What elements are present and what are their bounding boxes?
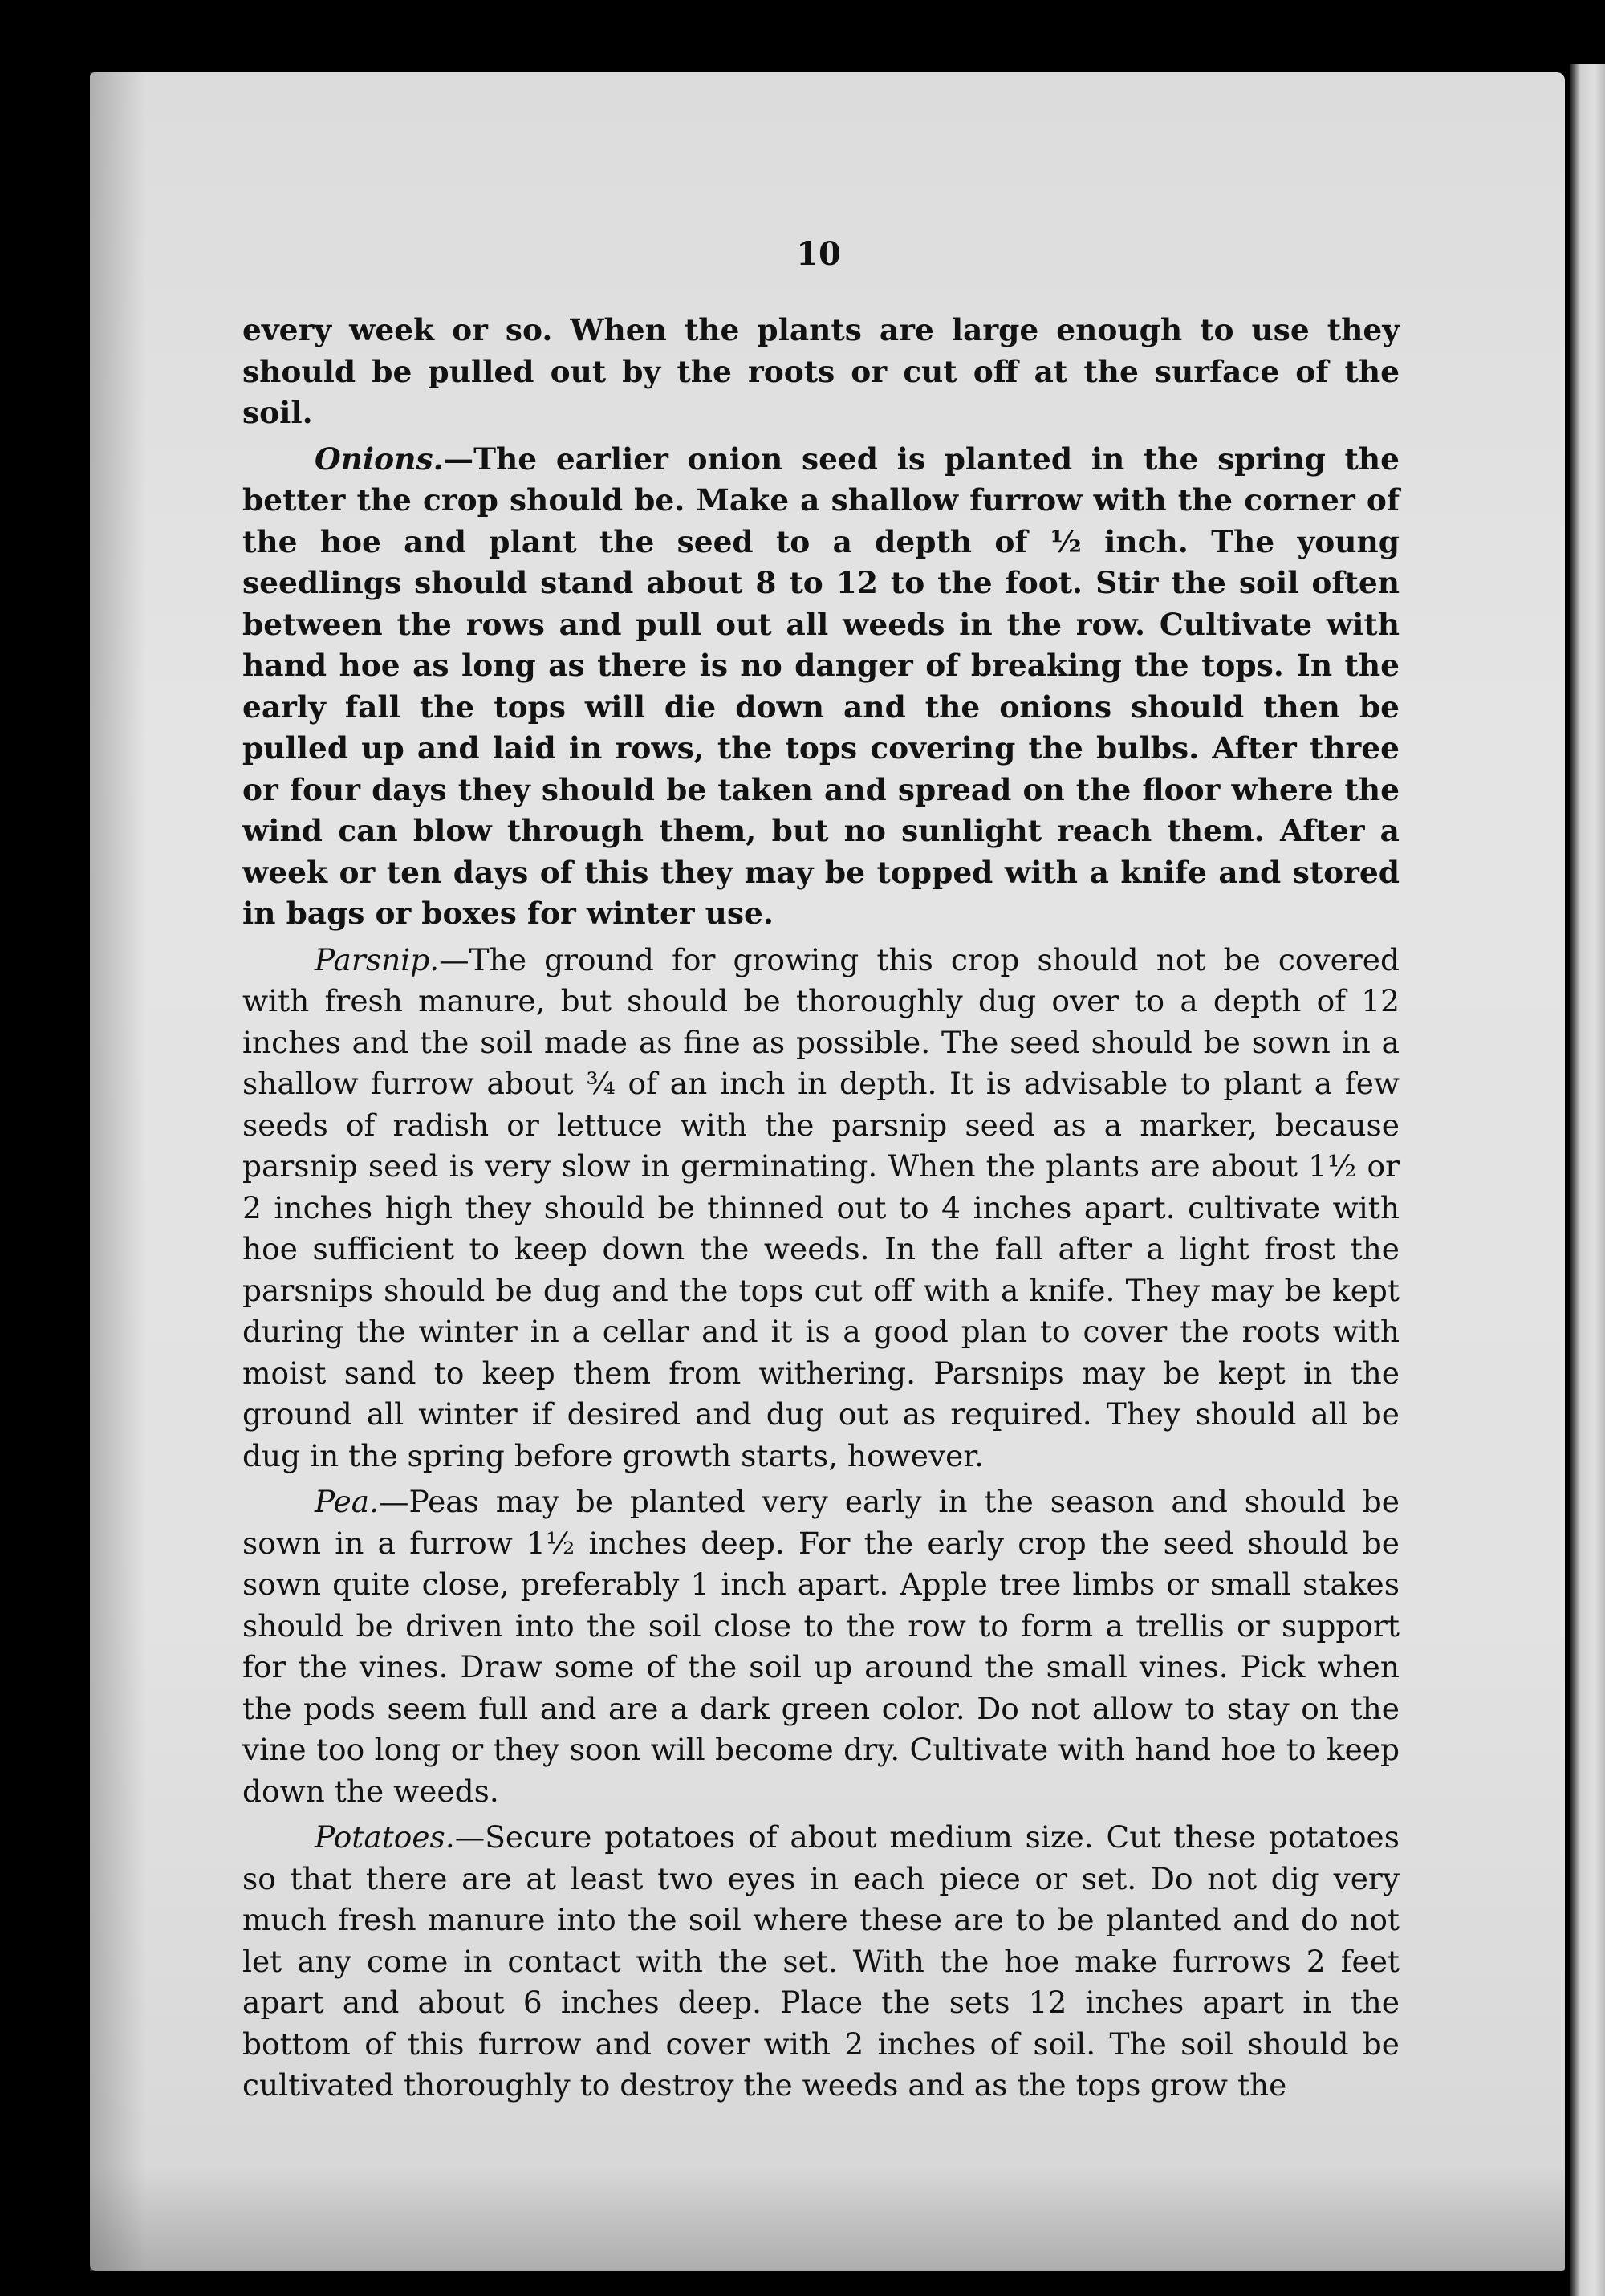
page-bottom-shadow	[90, 2167, 1565, 2271]
paragraph-text: every week or so. When the plants are large enough to use they should be pulled out by the roots or cut off at the surface of the soil.	[242, 312, 1400, 430]
section-heading: Onions.	[315, 441, 444, 477]
page-edge-shadow	[90, 72, 146, 2271]
section-heading: Parsnip.	[315, 941, 440, 977]
paragraph-potatoes	[242, 1817, 1400, 2107]
page-number: 10	[796, 235, 841, 273]
body-text	[242, 310, 1400, 2111]
paragraph-text: —Peas may be planted very early in the season and should be sown in a furrow 1½ inches deep. For the early crop the seed should be sown quite close, preferably 1 inch apart. Apple tree limbs or small stakes should be driven into the soil close to the row to form a trellis or support for the vines. Draw some of the soil up around the small vines. Pick when the pods seem full and are a dark green color. Do not allow to stay on the vine too long or they soon will become dry. Cultivate with hand hoe to keep down the weeds.	[242, 1484, 1400, 1809]
paragraph-text: —The ground for growing this crop should not be covered with fresh manure, but should be thoroughly dug over to a depth of 12 inches and the soil made as fine as possible. The seed should be sown in a shallow furrow about ¾ of an inch in depth. It is advisable to plant a few seeds of radish or lettuce with the parsnip seed as a marker, because parsnip seed is very slow in germinating. When the plants are about 1½ or 2 inches high they should be thinned out to 4 inches apart. cultivate with hoe sufficient to keep down the weeds. In the fall after a light frost the parsnips should be dug and the tops cut off with a knife. They may be kept during the winter in a cellar and it is a good plan to cover the roots with moist sand to keep them from withering. Parsnips may be kept in the ground all winter if desired and dug out as required. They should all be dug in the spring before growth starts, however.	[242, 941, 1400, 1473]
paragraph-pea	[242, 1481, 1400, 1812]
facing-page-edge	[1570, 64, 1605, 2296]
paragraph-continuation	[242, 310, 1400, 434]
section-heading: Pea.	[315, 1484, 380, 1519]
paragraph-onions	[242, 439, 1400, 935]
section-heading: Potatoes.	[315, 1819, 455, 1855]
paragraph-text: —The earlier onion seed is planted in the spring the better the crop should be. Make a shallow furrow with the corner of the hoe and plant the seed to a depth of ½ inch. The young seedlings should stand about 8 to 12 to the foot. Stir the soil often between the rows and pull out all weeds in the row. Cultivate with hand hoe as long as there is no danger of breaking the tops. In the early fall the tops will die down and the onions should then be pulled up and laid in rows, the tops covering the bulbs. After three or four days they should be taken and spread on the floor where the wind can blow through them, but no sunlight reach them. After a week or ten days of this they may be topped with a knife and stored in bags or boxes for winter use.	[242, 441, 1400, 931]
paragraph-parsnip	[242, 940, 1400, 1477]
paragraph-text: —Secure potatoes of about medium size. Cut these potatoes so that there are at least two eyes in each piece or set. Do not dig very much fresh manure into the soil where these are to be planted and do not let any come in contact with the set. With the hoe make furrows 2 feet apart and about 6 inches deep. Place the sets 12 inches apart in the bottom of this furrow and cover with 2 inches of soil. The soil should be cultivated thoroughly to destroy the weeds and as the tops grow the	[242, 1819, 1400, 2103]
